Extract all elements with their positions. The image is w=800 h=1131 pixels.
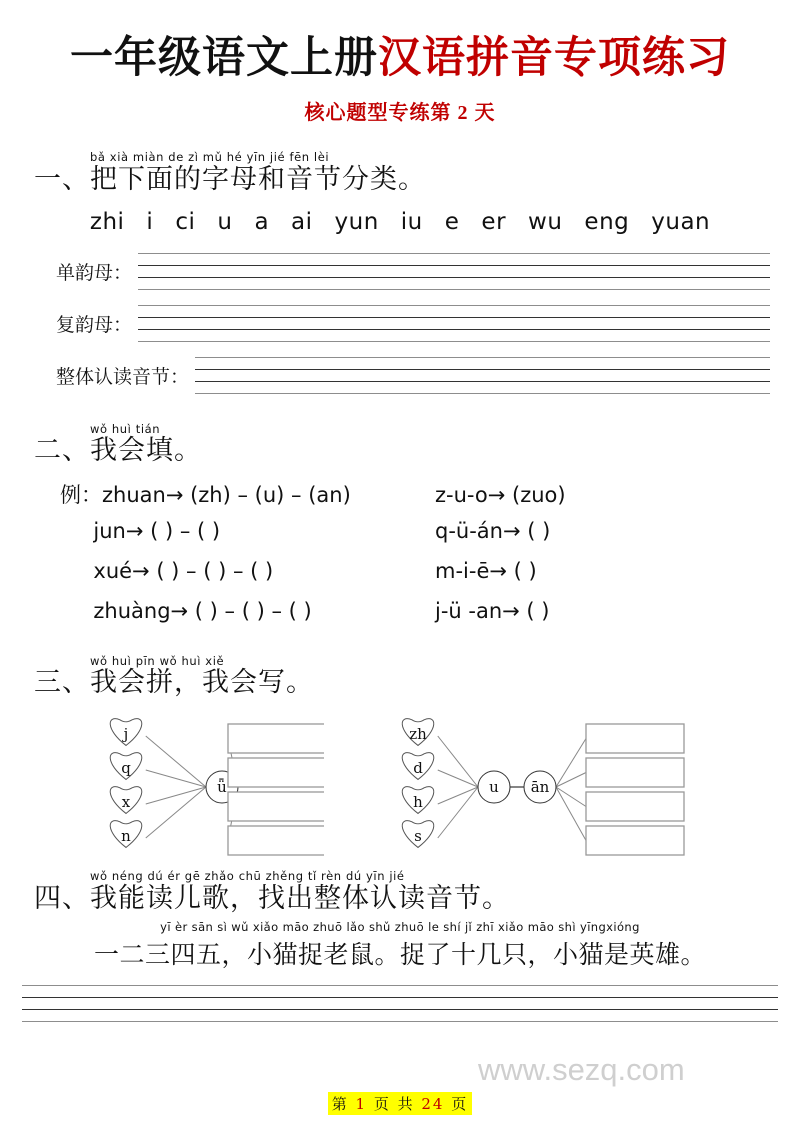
pinyin-stave[interactable] bbox=[195, 355, 770, 397]
node-label: u bbox=[489, 778, 499, 797]
q4-rhyme-pinyin: yī èr sān sì wǔ xiǎo māo zhuō lǎo shǔ zhuō le shí jǐ zhī xiǎo māo shì yīngxióng bbox=[160, 919, 640, 934]
answer-box[interactable] bbox=[586, 758, 684, 787]
section-heading-q2 bbox=[34, 423, 800, 467]
answer-box[interactable] bbox=[586, 792, 684, 821]
q1-category-row-0 bbox=[56, 249, 770, 295]
q1-letter-9: er bbox=[481, 208, 507, 235]
q2-row-0-left-text: zhuan→ (zh) – (u) – (an) bbox=[102, 482, 351, 507]
connector-line bbox=[438, 770, 478, 787]
q2-row-0-right[interactable]: z-u-o→ (zuo) bbox=[435, 482, 566, 507]
stave-line-2 bbox=[138, 265, 770, 266]
stave-line-2 bbox=[22, 997, 778, 998]
connector-line bbox=[438, 787, 478, 804]
footer-total-pages: 24 bbox=[421, 1095, 445, 1113]
q2-row-2-left-text: xué→ ( ) – ( ) – ( ) bbox=[93, 558, 274, 583]
stave-line-3 bbox=[22, 1009, 778, 1010]
q1-letter-12: yuan bbox=[651, 208, 711, 235]
q4-rhyme-text: 一二三四五，小猫捉老鼠。捉了十几只，小猫是英雄。 bbox=[93, 939, 706, 969]
stave-line-4 bbox=[138, 341, 770, 342]
connector-line bbox=[438, 787, 478, 838]
q2-fill-rows bbox=[60, 479, 800, 639]
q1-category-label-0: 单韵母： bbox=[56, 262, 133, 285]
page-title-red: 汉语拼音专项练习 bbox=[378, 33, 730, 83]
q1-letter-3: u bbox=[217, 208, 233, 235]
q1-letter-7: iu bbox=[400, 208, 423, 235]
pinyin-stave[interactable] bbox=[22, 983, 778, 1025]
pinyin-stave[interactable] bbox=[138, 303, 770, 345]
q2-row-indent bbox=[60, 599, 93, 623]
q2-row-3 bbox=[60, 599, 800, 639]
heart-label: q bbox=[121, 759, 131, 778]
section-q4-text: 四、我能读儿歌，找出整体认读音节。 bbox=[34, 882, 510, 914]
q3-left-diagram[interactable] bbox=[104, 710, 324, 860]
heart-label: h bbox=[413, 793, 423, 812]
answer-box[interactable] bbox=[228, 758, 324, 787]
q1-letter-11: eng bbox=[584, 208, 630, 235]
connector-line bbox=[556, 787, 586, 841]
stave-line-3 bbox=[195, 381, 770, 382]
q1-letter-6: yun bbox=[334, 208, 379, 235]
stave-line-2 bbox=[138, 317, 770, 318]
right-pinyin-web bbox=[396, 710, 686, 860]
connector-line bbox=[146, 787, 206, 804]
q1-letter-0: zhi bbox=[89, 208, 125, 235]
connector-line bbox=[146, 787, 206, 838]
connector-line bbox=[556, 787, 586, 807]
node-label: ǖ bbox=[217, 778, 227, 797]
stave-line-1 bbox=[22, 985, 778, 986]
q2-row-2-left[interactable] bbox=[60, 559, 435, 583]
answer-box[interactable] bbox=[228, 826, 324, 855]
footer-prefix: 第 bbox=[331, 1095, 349, 1113]
section-heading-q1 bbox=[34, 151, 800, 195]
heart-label: zh bbox=[409, 725, 427, 744]
pinyin-stave[interactable] bbox=[138, 251, 770, 293]
q1-letter-10: wu bbox=[528, 208, 563, 235]
page-number-badge bbox=[328, 1092, 473, 1115]
q2-row-3-left-text: zhuàng→ ( ) – ( ) – ( ) bbox=[93, 598, 312, 623]
stave-line-4 bbox=[195, 393, 770, 394]
q1-category-label-1: 复韵母： bbox=[56, 314, 133, 337]
q3-diagram-area bbox=[0, 710, 800, 860]
site-watermark: www.sezq.com bbox=[478, 1052, 685, 1087]
section-q4-pinyin: wǒ néng dú ér gē zhǎo chū zhěng tǐ rèn dú yīn jié bbox=[90, 869, 405, 884]
connector-line bbox=[146, 770, 206, 787]
q1-category-list bbox=[0, 249, 800, 399]
section-q2-text: 二、我会填。 bbox=[34, 435, 202, 467]
q1-category-row-1 bbox=[56, 301, 770, 347]
answer-box[interactable] bbox=[586, 724, 684, 753]
section-q1-pinyin: bǎ xià miàn de zì mǔ hé yīn jié fēn lèi bbox=[90, 150, 330, 165]
section-q1-text: 一、把下面的字母和音节分类。 bbox=[34, 163, 426, 195]
q2-row-0 bbox=[60, 479, 800, 519]
q2-row-1-left[interactable] bbox=[60, 519, 435, 543]
stave-line-1 bbox=[195, 357, 770, 358]
connector-line bbox=[438, 736, 478, 787]
section-q3-text: 三、我会拼，我会写。 bbox=[34, 667, 314, 699]
q1-letter-list bbox=[0, 209, 800, 235]
q2-row-3-right[interactable]: j-ü -an→ ( ) bbox=[435, 598, 550, 623]
page-title bbox=[0, 34, 800, 82]
stave-line-3 bbox=[138, 329, 770, 330]
q2-row-3-left[interactable] bbox=[60, 599, 435, 623]
q2-row-1-left-text: jun→ ( ) – ( ) bbox=[93, 518, 221, 543]
footer-current-page: 1 bbox=[355, 1095, 368, 1113]
section-heading-q4 bbox=[34, 870, 800, 914]
footer-suffix: 页 bbox=[451, 1095, 469, 1113]
q2-example-label: 例： bbox=[60, 482, 102, 507]
stave-line-4 bbox=[138, 289, 770, 290]
section-q3-pinyin: wǒ huì pīn wǒ huì xiě bbox=[90, 653, 225, 668]
q2-row-1 bbox=[60, 519, 800, 559]
q2-row-2-right[interactable]: m-i-ē→ ( ) bbox=[435, 558, 537, 583]
q2-row-indent bbox=[60, 519, 93, 543]
footer-middle: 页 共 bbox=[373, 1095, 415, 1113]
page-subtitle: 核心题型专练第 2 天 bbox=[304, 102, 496, 125]
heart-label: n bbox=[121, 827, 131, 846]
stave-line-2 bbox=[195, 369, 770, 370]
stave-line-3 bbox=[138, 277, 770, 278]
q1-letter-5: ai bbox=[291, 208, 313, 235]
q4-rhyme bbox=[0, 920, 800, 971]
answer-box[interactable] bbox=[228, 792, 324, 821]
q1-letter-2: ci bbox=[175, 208, 196, 235]
heart-label: d bbox=[413, 759, 423, 778]
page-title-block bbox=[0, 0, 800, 125]
heart-label: j bbox=[123, 725, 129, 744]
left-pinyin-web bbox=[104, 710, 324, 860]
answer-box[interactable] bbox=[586, 826, 684, 855]
section-heading-q3 bbox=[34, 655, 800, 699]
q1-category-label-2: 整体认读音节： bbox=[56, 366, 190, 389]
q2-row-2 bbox=[60, 559, 800, 599]
heart-label: x bbox=[121, 793, 131, 812]
stave-line-1 bbox=[138, 253, 770, 254]
stave-line-1 bbox=[138, 305, 770, 306]
section-q2-pinyin: wǒ huì tián bbox=[90, 421, 161, 436]
answer-box[interactable] bbox=[228, 724, 324, 753]
page-footer bbox=[0, 1092, 800, 1115]
stave-line-4 bbox=[22, 1021, 778, 1022]
q3-right-diagram[interactable] bbox=[396, 710, 686, 860]
q4-answer-stave[interactable] bbox=[22, 983, 778, 1025]
q1-letter-4: a bbox=[254, 208, 270, 235]
q2-row-0-left[interactable] bbox=[60, 479, 435, 509]
q2-row-1-right[interactable]: q-ü-án→ ( ) bbox=[435, 518, 551, 543]
page-title-black: 一年级语文上册 bbox=[70, 33, 378, 83]
connector-line bbox=[146, 736, 206, 787]
node-label: ān bbox=[530, 778, 550, 797]
heart-label: s bbox=[414, 827, 422, 846]
q1-category-row-2 bbox=[56, 353, 770, 399]
q1-letter-8: e bbox=[444, 208, 460, 235]
q1-letter-1: i bbox=[146, 208, 154, 235]
q2-row-indent bbox=[60, 559, 93, 583]
